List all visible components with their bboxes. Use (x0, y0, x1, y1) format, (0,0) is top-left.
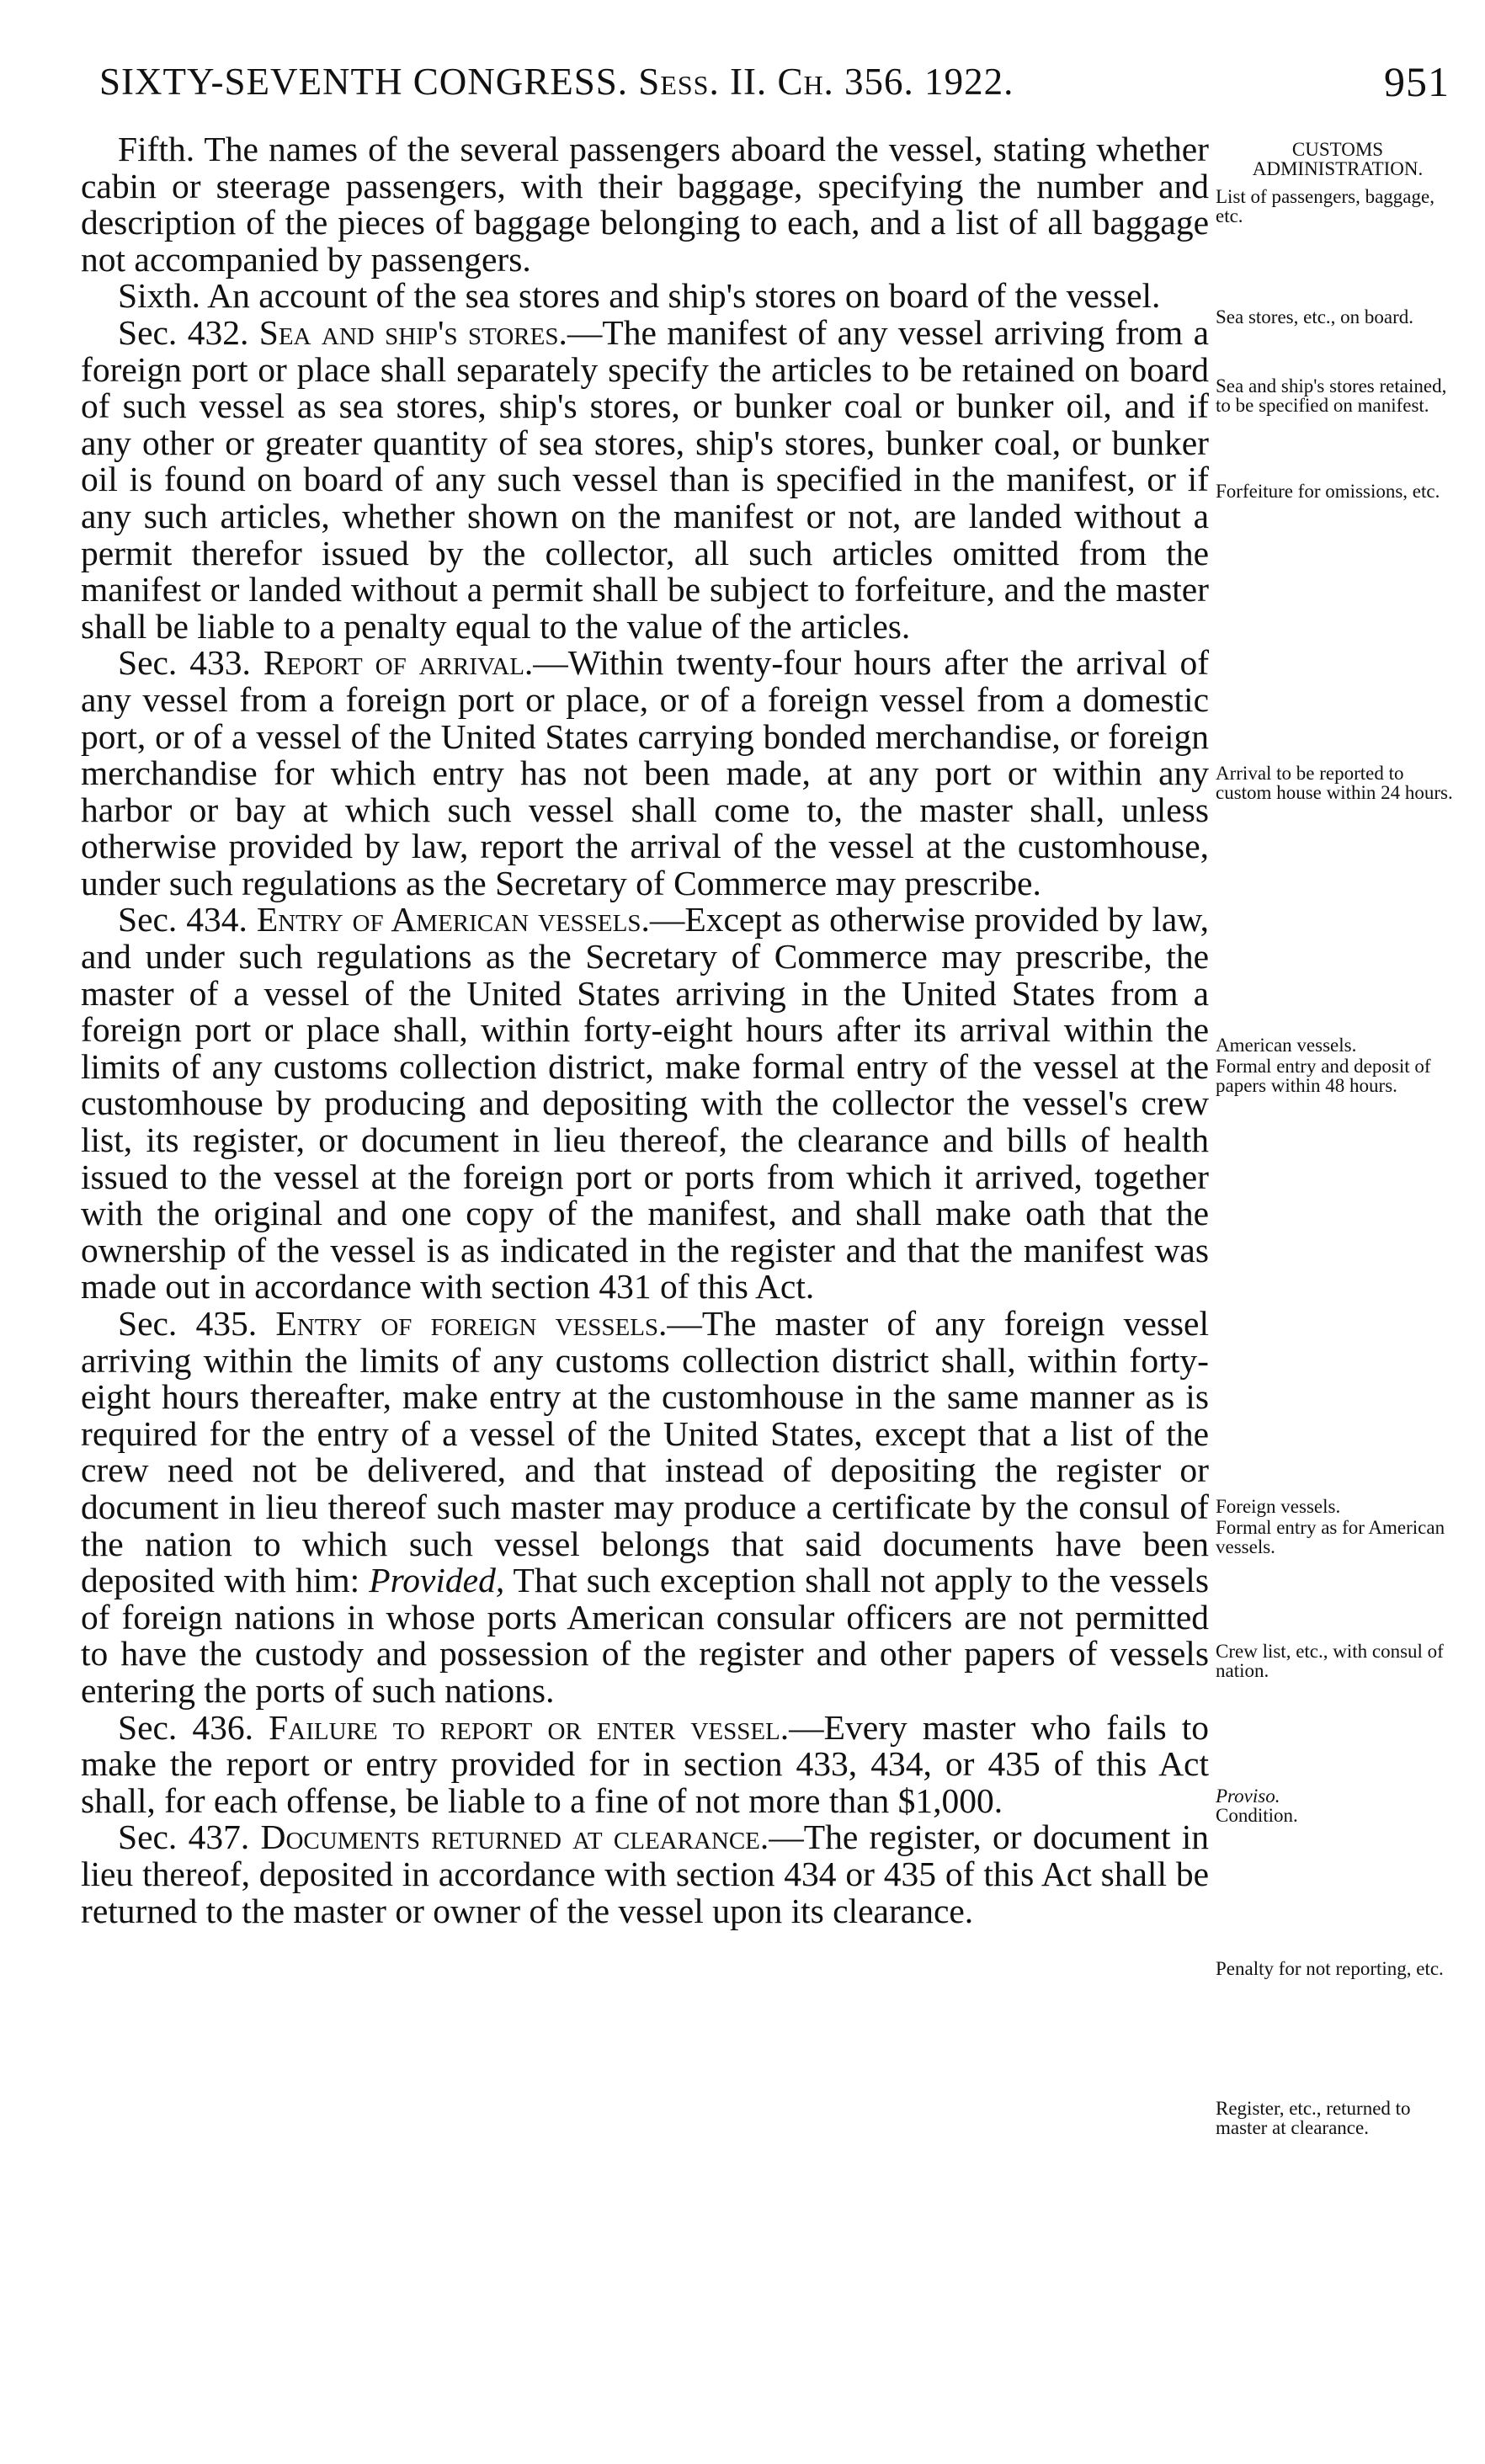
section-434 (81, 902, 1209, 1306)
section-text: —Within twenty-four hours after the arrival of any vessel from a foreign port or place, or of a foreign vessel from a domestic port, or of a vessel of the United States carrying bonded merchandise, or foreign merchandise for which entry has not been made, at any port or within any harbor or bay at which such vessel shall come to, the master shall, unless otherwise provided by law, report the arrival of the vessel at the customhouse, under such regulations as the Secretary of Commerce may prescribe. (81, 643, 1210, 902)
section-435 (81, 1306, 1209, 1710)
statute-body (81, 131, 1209, 1929)
margin-note-formal-entry: Formal entry and deposit of papers within 48 hours. (1216, 1056, 1431, 1096)
section-number: Sec. 433. (118, 643, 251, 683)
margin-note-formal-entry-foreign: Formal entry as for American vessels. (1216, 1517, 1445, 1557)
margin-note-stores-retained: Sea and ship's stores retained, to be specified on manifest. (1216, 375, 1447, 416)
proviso-label: Proviso. (1216, 1785, 1280, 1807)
section-number: Sec. 432. (118, 312, 249, 352)
session-label: Sess. II. (638, 61, 768, 103)
margin-note-sea-stores: Sea stores, etc., on board. (1216, 306, 1414, 327)
section-number: Sec. 434. (118, 900, 248, 939)
chapter-label: Ch. 356. (777, 61, 914, 103)
section-heading: Entry of American vessels. (256, 900, 650, 939)
section-436 (81, 1707, 1210, 1820)
congress-label: SIXTY-SEVENTH CONGRESS. (99, 61, 629, 103)
section-432 (81, 312, 1210, 646)
section-text: —The register, or document in lieu thereof, deposited in accordance with section 434 or 435 of this Act shall be returned to the master or owner of the vessel upon its clearance. (81, 1817, 1210, 1930)
running-head (99, 52, 1014, 111)
margin-note-arrival: Arrival to be reported to custom house within 24 hours. (1216, 763, 1453, 803)
section-heading: Sea and ship's stores. (258, 312, 567, 352)
margin-note-register-returned: Register, etc., returned to master at clearance. (1216, 2098, 1411, 2138)
page-header (99, 52, 1450, 111)
section-number: Sec. 435. (118, 1304, 258, 1343)
section-437 (81, 1819, 1209, 1929)
year-label: 1922. (924, 61, 1014, 103)
section-433 (81, 645, 1209, 902)
condition-label: Condition. (1216, 1805, 1298, 1826)
margin-note-forfeiture: Forfeiture for omissions, etc. (1216, 481, 1440, 502)
section-text: —The master of any foreign vessel arriving within the limits of any customs collection district shall, within forty-eight hours thereafter, make entry at the customhouse in the same manner as is required for the entry of a vessel of the United States, except that a list of the crew need not be delivered, and that instead of depositing the register or document in lieu thereof such master may produce a certificate by the consul of the nation to which such vessel belongs that said documents have been deposited with him: (81, 1304, 1210, 1600)
section-number: Sec. 436. (118, 1707, 254, 1747)
margin-note-proviso (1216, 1786, 1460, 1825)
margin-note-customs-administration: CUSTOMS ADMINISTRATION. (1252, 139, 1424, 179)
margin-note-penalty: Penalty for not reporting, etc. (1216, 1958, 1444, 1979)
margin-note-american-vessels: American vessels. (1216, 1035, 1357, 1056)
section-text: —The manifest of any vessel arriving from a foreign port or place shall separately specify the articles to be retained on board of such vessel as sea stores, ship's stores, or bunker coal or bunker oil, and if any other or greater quantity of sea stores, ship's stores, bunker coal, or bunker oil is found on board of any such vessel than is specified in the manifest, or if any such articles, whether shown on the manifest or not, are landed without a permit therefor issued by the collector, all such articles omitted from the manifest or landed without a permit shall be subject to forfeiture, and the master shall be liable to a penalty equal to the value of the articles. (81, 312, 1210, 646)
paragraph-fifth: Fifth. The names of the several passengers aboard the vessel, stating whether cabin or steerage passengers, with their baggage, specifying the number and description of the pieces of baggage belonging to each, and a list of all baggage not accompanied by passengers. (81, 130, 1209, 279)
section-text-continued: That such exception shall not apply to the vessels of foreign nations in whose ports American consular officers are not permitted to have the custody and possession of the register and other papers of vessels entering the ports of such nations. (81, 1561, 1209, 1710)
paragraph-sixth: Sixth. An account of the sea stores and ship's stores on board of the vessel. (118, 276, 1161, 316)
section-heading: Entry of foreign vessels. (275, 1304, 668, 1343)
margin-note-crew-list: Crew list, etc., with consul of nation. (1216, 1641, 1444, 1681)
section-heading: Documents returned at clearance. (260, 1817, 769, 1857)
section-text: —Except as otherwise provided by law, and under such regulations as the Secretary of Commerce may prescribe, the master of a vessel of the United States arriving in the United States from a foreign port or place shall, within forty-eight hours after its arrival within the limits of any customs collection district, make formal entry of the vessel at the customhouse by producing and depositing with the collector the vessel's crew list, its register, or document in lieu thereof, the clearance and bills of health issued to the vessel at the foreign port or ports from which it arrived, together with the original and one copy of the manifest, and shall make oath that the ownership of the vessel is as indicated in the register and that the manifest was made out in accordance with section 431 of this Act. (81, 900, 1210, 1307)
proviso-word: Provided, (369, 1561, 505, 1600)
section-heading: Failure to report or enter vessel. (269, 1707, 790, 1747)
margin-note-list-of-passengers: List of passengers, baggage, etc. (1216, 186, 1434, 226)
section-number: Sec. 437. (118, 1817, 250, 1857)
section-heading: Report of arrival. (263, 643, 534, 683)
section-text: —Every master who fails to make the report or entry provided for in section 433, 434, or 435 of this Act shall, for each offense, be liable to a fine of not more than $1,000. (81, 1707, 1210, 1820)
margin-note-foreign-vessels: Foreign vessels. (1216, 1496, 1341, 1517)
page-number: 951 (1384, 58, 1450, 105)
